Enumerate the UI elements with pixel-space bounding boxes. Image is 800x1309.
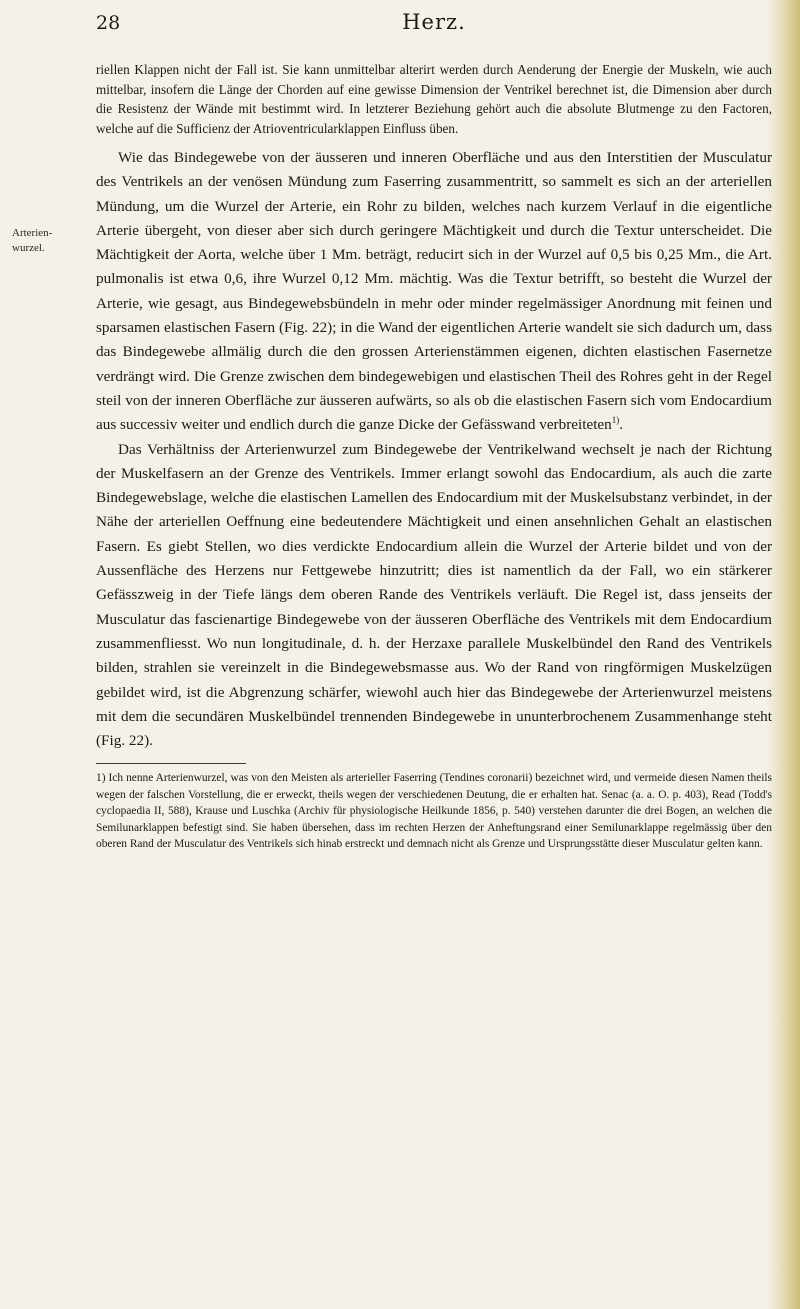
- body-text: [96, 60, 772, 853]
- page-number: 28: [96, 12, 121, 34]
- running-head: [96, 10, 772, 38]
- footnote-reference: 1): [611, 415, 620, 426]
- running-title: Herz.: [402, 10, 466, 34]
- paragraph-verhaeltniss: Das Verhältniss der Arterienwurzel zum Bindegewebe der Ventrikelwand wechselt je nach der Richtung der Muskelfasern an der Grenze des Ventrikels. Immer erlangt sowohl das Endocardium, als auch die zarte Bindegewebslage, welche die elastischen Lamellen des Endocardium mit der Muskelsubstanz verbindet, in der Nähe der arteriellen Oeffnung eine bedeutendere Mächtigkeit und einen ansehnlichen Gehalt an elastischen Fasern. Es giebt Stellen, wo dies verdickte Endocardium allein die Wurzel der Arterie bildet und von der Aussenfläche des Herzens nur Fettgewebe hinzutritt; dies ist namentlich da der Fall, wo ein stärkerer Gefässzweig in der Tiefe längs dem oberen Rande des Ventrikels verläuft. Die Regel ist, dass jenseits der Musculatur das fascienartige Bindegewebe von der äusseren Oberfläche des Ventrikels mit dem Endocardium zusammenfliesst. Wo nun longitudinale, d. h. der Herzaxe parallele Muskelbündel den Rand des Ventrikels bilden, strahlen sie vereinzelt in die Bindegewebsmasse aus. Wo der Rand von ringförmigen Muskelzügen gebildet wird, ist die Abgrenzung schärfer, wiewohl auch hier das Bindegewebe der Arterienwurzel meistens mit dem die secundären Muskelbündel trennenden Bindegewebe in ununterbrochenem Zusammenhange steht (Fig. 22).: [96, 440, 772, 750]
- paragraph-arterienwurzel: Wie das Bindegewebe von der äusseren und inneren Oberfläche und aus den Interstitien der Musculatur des Ventrikels an der venösen Mündung zum Faserring zusammentritt, so sammelt es sich an der arteriellen Mündung, um die Wurzel der Arterie, ein Rohr zu bilden, welches nach kurzem Verlauf in die eigentliche Arterie übergeht, von dieser aber sich durch geringere Mächtigkeit und durch die Textur unterscheidet. Die Mächtigkeit der Aorta, welche über 1 Mm. beträgt, reducirt sich in der Wurzel auf 0,5 bis 0,25 Mm., die Art. pulmonalis ist etwa 0,6, ihre Wurzel 0,12 Mm. mächtig. Was die Textur betrifft, so besteht die Wurzel der Arterie, wie gesagt, aus Bindegewebsbündeln in mehr oder minder regelmässiger Anordnung mit feinen und sparsamen elastischen Fasern (Fig. 22); in die Wand der eigentlichen Arterie wandelt sie sich dadurch um, dass das Bindegewebe allmälig durch die den grossen Arterienstämmen eigenen, dichten elastischen Fasernetze verdrängt wird. Die Grenze zwischen dem bindegewebigen und elastischen Theil des Rohres geht in der Regel steil von der inneren Oberfläche zur äusseren aufwärts, so als ob die elastischen Fasern sich vom Endocardium aus successiv weiter und endlich durch die ganze Dicke der Gefässwand verbreiteten$^{1)}$.: [96, 149, 772, 434]
- paragraph-intro: riellen Klappen nicht der Fall ist. Sie kann unmittelbar alterirt werden durch Aenderung der Energie der Muskeln, wie auch mittelbar, insofern die Länge der Chorden auf eine gewisse Dimension der Ventrikel berechnet ist, die Dimension aber durch die Resistenz der Wände mit bestimmt wird. In letzterer Beziehung gehört auch die absolute Blutmenge zu den Factoren, welche auf die Sufficienz der Atrioventricularklappen Einfluss üben.: [96, 62, 772, 136]
- paragraph-arterienwurzel-text: Wie das Bindegewebe von der äusseren und inneren Oberfläche und aus den Interstitien der Musculatur des Ventrikels an der venösen Mündung zum Faserring zusammentritt, so sammelt es sich an der arteriellen Mündung, um die Wurzel der Arterie, ein Rohr zu bilden, welches nach kurzem Verlauf in die eigentliche Arterie übergeht, von dieser aber sich durch geringere Mächtigkeit und durch die Textur unterscheidet. Die Mächtigkeit der Aorta, welche über 1 Mm. beträgt, reducirt sich in der Wurzel auf 0,5 bis 0,25 Mm., die Art. pulmonalis ist etwa 0,6, ihre Wurzel 0,12 Mm. mächtig. Was die Textur betrifft, so besteht die Wurzel der Arterie, wie gesagt, aus Bindegewebsbündeln in mehr oder minder regelmässiger Anordnung mit feinen und sparsamen elastischen Fasern (Fig. 22); in die Wand der eigentlichen Arterie wandelt sie sich dadurch um, dass das Bindegewebe allmälig durch die den grossen Arterienstämmen eigenen, dichten elastischen Fasernetze verdrängt wird. Die Grenze zwischen dem bindegewebigen und elastischen Theil des Rohres geht in der Regel steil von der inneren Oberfläche zur äusseren aufwärts, so als ob die elastischen Fasern sich vom Endocardium aus successiv weiter und endlich durch die ganze Dicke der Gefässwand verbreiteten: [96, 149, 772, 434]
- footnote-rule: [96, 763, 246, 764]
- footnote: 1) Ich nenne Arterienwurzel, was von den Meisten als arterieller Faserring (Tendines coronarii) bezeichnet wird, und vermeide diesen Namen theils wegen der falschen Vorstellung, die er erweckt, theils wegen der verschiedenen Deutung, die er erhalten hat. Senac (a. a. O. p. 403), Read (Todd's cyclopaedia II, 588), Krause und Luschka (Archiv für physiologische Heilkunde 1856, p. 540) verstehen darunter die drei Bogen, an welchen die Semilunarklappen befestigt sind. Sie haben übersehen, dass im rechten Herzen der Anheftungsrand einer Semilunarklappe regelmässig über den oberen Rand der Musculatur des Ventrikels sich hinab erstreckt und demnach nicht als Grenze und Ursprungsstätte dieser Musculatur gelten kann.: [96, 772, 772, 851]
- margin-note: Arterien- wurzel.: [12, 227, 53, 254]
